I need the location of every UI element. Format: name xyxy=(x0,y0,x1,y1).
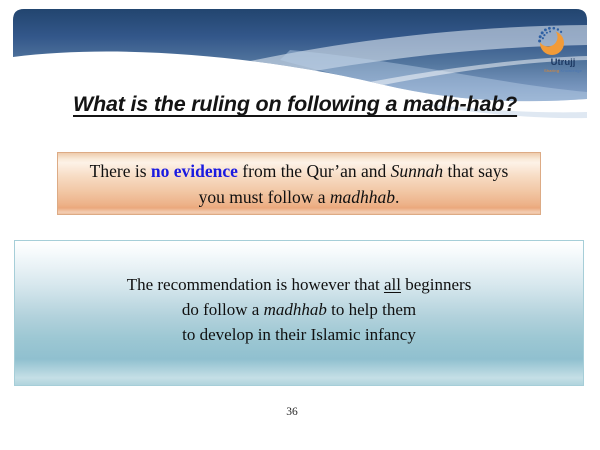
header-wave-banner xyxy=(0,0,600,140)
header-wave-art xyxy=(0,0,600,140)
recommendation-box xyxy=(14,240,584,386)
text-line xyxy=(15,322,583,347)
text-line xyxy=(58,184,540,210)
utrujj-logo xyxy=(537,26,589,73)
text-line xyxy=(15,297,583,322)
logo-tagline-word2: Knowledge xyxy=(560,68,583,73)
text-segment: to develop in their Islamic infancy xyxy=(182,325,416,344)
text-segment: The recommendation is however that xyxy=(126,275,384,294)
text-line xyxy=(15,272,583,297)
text-line xyxy=(58,158,540,184)
text-segment: madhhab xyxy=(329,187,395,207)
page-number: 36 xyxy=(286,406,298,418)
logo-tagline-word1: Sharing xyxy=(543,68,560,73)
text-segment: . xyxy=(395,187,400,207)
utrujj-crescent-icon xyxy=(537,26,567,57)
evidence-box xyxy=(57,152,541,215)
text-segment: all xyxy=(383,275,401,294)
slide-title: What is the ruling on following a madh-hab? xyxy=(73,92,518,116)
text-segment: There is xyxy=(89,161,151,181)
text-segment: that says xyxy=(443,161,509,181)
logo-tagline xyxy=(537,68,589,73)
logo-name: Utrujj xyxy=(550,57,576,68)
text-segment: from the Qur’an and xyxy=(237,161,391,181)
text-segment: to help them xyxy=(326,300,417,319)
text-segment: do follow a xyxy=(181,300,264,319)
text-segment: beginners xyxy=(400,275,472,294)
text-segment: no evidence xyxy=(150,161,238,181)
text-segment: you must follow a xyxy=(198,187,330,207)
text-segment: Sunnah xyxy=(390,161,444,181)
text-segment: madhhab xyxy=(263,300,327,319)
